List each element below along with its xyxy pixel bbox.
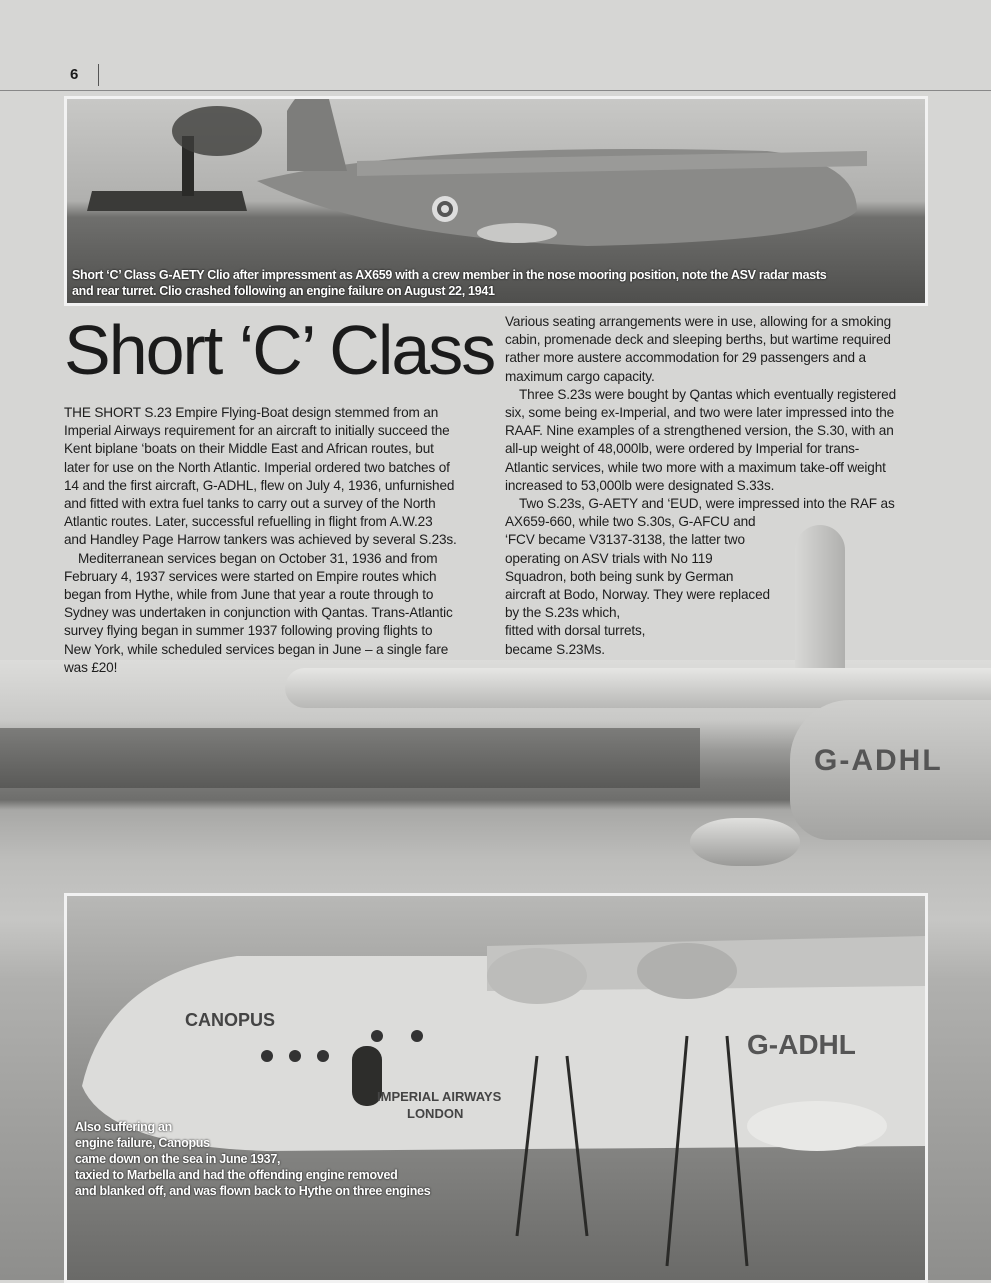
text-line: fitted with dorsal turrets, — [505, 623, 646, 639]
paragraph — [505, 495, 930, 659]
header-rule — [0, 90, 991, 91]
text-line: maximum cargo capacity. — [505, 368, 655, 384]
text-line: AX659-660, while two S.30s, G-AFCU and — [505, 514, 756, 530]
text-line: Kent biplane ‘boats on their Middle East and African routes, but — [64, 441, 434, 457]
bottom-photo — [64, 893, 928, 1283]
ship-shape — [87, 191, 247, 211]
bottom-photo-illustration — [67, 896, 928, 1283]
text-line: 14 and the first aircraft, G-ADHL, flew on July 4, 1936, unfurnished — [64, 477, 455, 493]
imperial-airways-marking: IMPERIAL AIRWAYS — [377, 1089, 502, 1104]
caption-line: taxied to Marbella and had the offending engine removed — [75, 1168, 398, 1182]
text-line: Imperial Airways requirement for an aircraft to initially succeed the — [64, 423, 450, 439]
background-photo-registration: G-ADHL — [814, 744, 943, 777]
text-line: ‘FCV became V3137-3138, the latter two — [505, 532, 745, 548]
text-line: Atlantic services, while two more with a maximum take-off weight — [505, 459, 886, 475]
caption-line: and blanked off, and was flown back to Hythe on three engines — [75, 1184, 431, 1198]
background-photo-float — [690, 818, 800, 866]
page-number-divider — [98, 64, 99, 86]
text-line: Three S.23s were bought by Qantas which eventually registered — [519, 386, 896, 402]
article-title: Short ‘C’ Class — [64, 311, 495, 389]
text-line: aircraft at Bodo, Norway. They were replaced — [505, 587, 770, 603]
text-line: survey flying began in summer 1937 following proving flights to — [64, 623, 433, 639]
right-column-body — [505, 313, 930, 659]
text-line: Various seating arrangements were in use, allowing for a smoking — [505, 314, 892, 329]
text-line: by the S.23s which, — [505, 605, 621, 621]
text-line: all-up weight of 48,000lb, were ordered by Imperial for trans- — [505, 441, 860, 457]
text-line: Two S.23s, G-AETY and ‘EUD, were impressed into the RAF as — [519, 496, 895, 512]
london-marking: LONDON — [407, 1106, 464, 1121]
text-line: Atlantic routes. Later, successful refuelling in flight from A.W.23 — [64, 514, 433, 530]
text-line: became S.23Ms. — [505, 641, 605, 657]
left-column-body — [64, 404, 504, 677]
text-line: and Handley Page Harrow tankers was achieved by several S.23s. — [64, 532, 457, 548]
text-line: THE SHORT S.23 Empire Flying-Boat design stemmed from an — [64, 405, 439, 420]
registration-marking: G-ADHL — [747, 1029, 856, 1060]
text-line: Mediterranean services began on October 31, 1936 and from — [78, 550, 438, 566]
text-line: was £20! — [64, 659, 118, 675]
top-photo — [64, 96, 928, 306]
canopus-marking: CANOPUS — [185, 1010, 276, 1030]
text-line: six, some being ex-Imperial, and two were later impressed into the — [505, 405, 895, 421]
text-line: Sydney was undertaken in conjunction with Qantas. Trans-Atlantic — [64, 605, 453, 621]
text-line: operating on ASV trials with No 119 — [505, 550, 713, 566]
paragraph — [505, 313, 930, 386]
top-photo-caption — [72, 267, 826, 299]
caption-line: Short ‘C’ Class G-AETY Clio after impressment as AX659 with a crew member in the nose mooring position, note the ASV radar masts — [72, 268, 827, 282]
text-line: cabin, promenade deck and sleeping berths, but wartime required — [505, 332, 891, 348]
paragraph — [64, 404, 504, 550]
bottom-photo-caption — [75, 1119, 430, 1199]
text-line: increased to 53,000lb were designated S.33s. — [505, 477, 775, 493]
text-line: and fitted with extra fuel tanks to carry out a survey of the North — [64, 496, 436, 512]
background-photo-shoreline — [0, 728, 700, 788]
paragraph — [505, 386, 930, 495]
paragraph — [64, 550, 504, 677]
text-line: later for use on the North Atlantic. Imperial ordered two batches of — [64, 459, 450, 475]
caption-line: Also suffering an — [75, 1120, 172, 1134]
text-line: February 4, 1937 services were started on Empire routes which — [64, 568, 437, 584]
page-number: 6 — [70, 66, 79, 83]
text-line: New York, while scheduled services began in June – a single fare — [64, 641, 449, 657]
text-line: RAAF. Nine examples of a strengthened version, the S.30, with an — [505, 423, 894, 439]
text-line: Squadron, both being sunk by German — [505, 568, 734, 584]
background-photo-hull — [790, 700, 991, 840]
text-line: began from Hythe, while from June that year a route through to — [64, 587, 434, 603]
caption-line: engine failure, Canopus — [75, 1136, 210, 1150]
text-line: rather more austere accommodation for 29 passengers and a — [505, 350, 866, 366]
caption-line: came down on the sea in June 1937, — [75, 1152, 281, 1166]
caption-line: and rear turret. Clio crashed following an engine failure on August 22, 1941 — [72, 284, 495, 298]
